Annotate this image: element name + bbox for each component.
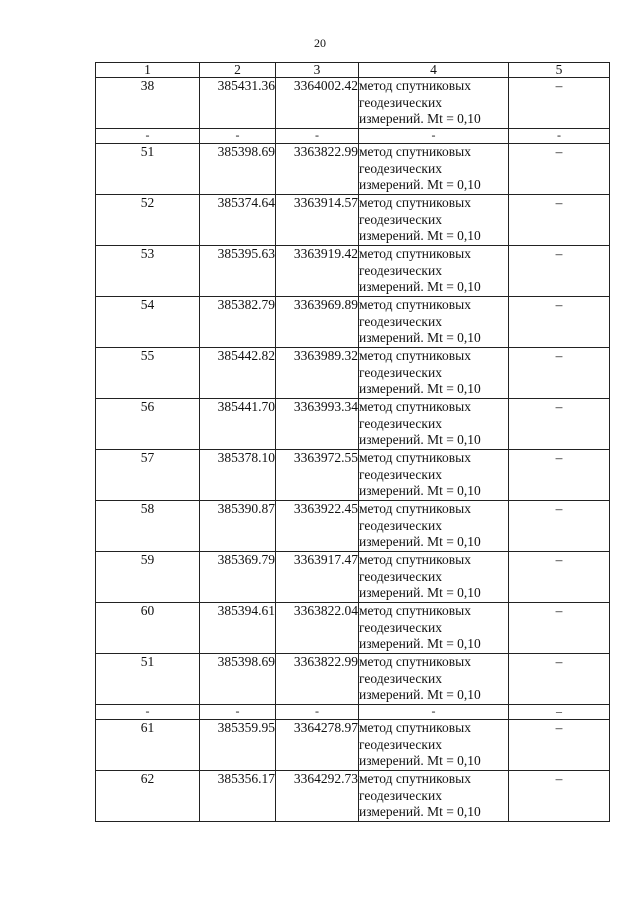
- point-number-cell: 51: [96, 654, 200, 705]
- method-line: измерений. Mt = 0,10: [359, 804, 481, 819]
- method-line: метод спутниковых: [359, 771, 471, 786]
- method-line: метод спутниковых: [359, 78, 471, 93]
- method-cell: [359, 654, 509, 705]
- method-cell: [359, 450, 509, 501]
- method-line: метод спутниковых: [359, 552, 471, 567]
- column-header: 3: [276, 63, 359, 78]
- note-cell: –: [509, 144, 610, 195]
- x-coordinate-cell: 385382.79: [200, 297, 276, 348]
- point-number-cell: 53: [96, 246, 200, 297]
- separator-cell: -: [200, 129, 276, 144]
- y-coordinate-cell: 3363822.04: [276, 603, 359, 654]
- table-row: [96, 720, 610, 771]
- method-cell: [359, 348, 509, 399]
- table-row: [96, 771, 610, 822]
- x-coordinate-cell: 385442.82: [200, 348, 276, 399]
- point-number-cell: 60: [96, 603, 200, 654]
- y-coordinate-cell: 3364002.42: [276, 78, 359, 129]
- point-number-cell: 59: [96, 552, 200, 603]
- method-line: геодезических: [359, 619, 442, 635]
- method-cell: [359, 603, 509, 654]
- method-line: геодезических: [359, 160, 442, 176]
- table-row: [96, 603, 610, 654]
- separator-cell: -: [359, 705, 509, 720]
- method-cell: [359, 297, 509, 348]
- table-row: [96, 144, 610, 195]
- x-coordinate-cell: 385395.63: [200, 246, 276, 297]
- note-cell: –: [509, 771, 610, 822]
- point-number-cell: 56: [96, 399, 200, 450]
- method-cell: [359, 399, 509, 450]
- table-row: [96, 654, 610, 705]
- note-cell: –: [509, 720, 610, 771]
- separator-cell: -: [96, 705, 200, 720]
- method-line: измерений. Mt = 0,10: [359, 687, 481, 702]
- table-row: [96, 552, 610, 603]
- method-line: измерений. Mt = 0,10: [359, 330, 481, 345]
- method-line: геодезических: [359, 736, 442, 752]
- method-cell: [359, 78, 509, 129]
- method-line: метод спутниковых: [359, 603, 471, 618]
- x-coordinate-cell: 385378.10: [200, 450, 276, 501]
- x-coordinate-cell: 385398.69: [200, 144, 276, 195]
- point-number-cell: 51: [96, 144, 200, 195]
- method-line: измерений. Mt = 0,10: [359, 381, 481, 396]
- method-line: геодезических: [359, 313, 442, 329]
- y-coordinate-cell: 3363914.57: [276, 195, 359, 246]
- separator-cell: -: [96, 129, 200, 144]
- table-row: [96, 501, 610, 552]
- y-coordinate-cell: 3364278.97: [276, 720, 359, 771]
- table-header-row: [96, 63, 610, 78]
- table-row: [96, 348, 610, 399]
- y-coordinate-cell: 3363919.42: [276, 246, 359, 297]
- method-line: метод спутниковых: [359, 144, 471, 159]
- note-cell: –: [509, 399, 610, 450]
- y-coordinate-cell: 3363989.32: [276, 348, 359, 399]
- method-cell: [359, 501, 509, 552]
- separator-cell: -: [276, 129, 359, 144]
- y-coordinate-cell: 3363922.45: [276, 501, 359, 552]
- method-line: метод спутниковых: [359, 450, 471, 465]
- y-coordinate-cell: 3363822.99: [276, 144, 359, 195]
- method-line: геодезических: [359, 517, 442, 533]
- method-line: метод спутниковых: [359, 246, 471, 261]
- note-cell: –: [509, 552, 610, 603]
- point-number-cell: 52: [96, 195, 200, 246]
- note-cell: –: [509, 78, 610, 129]
- y-coordinate-cell: 3363969.89: [276, 297, 359, 348]
- method-line: геодезических: [359, 211, 442, 227]
- method-line: измерений. Mt = 0,10: [359, 177, 481, 192]
- coordinates-table: [95, 62, 610, 822]
- note-cell: –: [509, 654, 610, 705]
- table-row: [96, 450, 610, 501]
- method-line: измерений. Mt = 0,10: [359, 228, 481, 243]
- method-line: метод спутниковых: [359, 348, 471, 363]
- method-line: метод спутниковых: [359, 399, 471, 414]
- x-coordinate-cell: 385374.64: [200, 195, 276, 246]
- separator-cell: -: [509, 129, 610, 144]
- method-cell: [359, 195, 509, 246]
- x-coordinate-cell: 385390.87: [200, 501, 276, 552]
- method-line: метод спутниковых: [359, 501, 471, 516]
- method-line: измерений. Mt = 0,10: [359, 111, 481, 126]
- method-line: геодезических: [359, 94, 442, 110]
- point-number-cell: 57: [96, 450, 200, 501]
- x-coordinate-cell: 385369.79: [200, 552, 276, 603]
- table-row: [96, 195, 610, 246]
- note-cell: –: [509, 348, 610, 399]
- point-number-cell: 55: [96, 348, 200, 399]
- separator-row: [96, 705, 610, 720]
- separator-cell: -: [200, 705, 276, 720]
- separator-cell: -: [276, 705, 359, 720]
- method-line: метод спутниковых: [359, 297, 471, 312]
- method-line: геодезических: [359, 415, 442, 431]
- method-line: геодезических: [359, 670, 442, 686]
- x-coordinate-cell: 385394.61: [200, 603, 276, 654]
- y-coordinate-cell: 3363972.55: [276, 450, 359, 501]
- table-row: [96, 297, 610, 348]
- table-row: [96, 399, 610, 450]
- method-line: геодезических: [359, 466, 442, 482]
- separator-cell: -: [359, 129, 509, 144]
- method-line: измерений. Mt = 0,10: [359, 279, 481, 294]
- note-cell: –: [509, 195, 610, 246]
- y-coordinate-cell: 3363822.99: [276, 654, 359, 705]
- note-cell: –: [509, 450, 610, 501]
- point-number-cell: 38: [96, 78, 200, 129]
- method-line: метод спутниковых: [359, 195, 471, 210]
- method-line: геодезических: [359, 568, 442, 584]
- method-line: геодезических: [359, 262, 442, 278]
- y-coordinate-cell: 3363993.34: [276, 399, 359, 450]
- table-row: [96, 246, 610, 297]
- method-cell: [359, 144, 509, 195]
- method-cell: [359, 720, 509, 771]
- method-cell: [359, 552, 509, 603]
- note-cell: –: [509, 501, 610, 552]
- y-coordinate-cell: 3363917.47: [276, 552, 359, 603]
- method-line: геодезических: [359, 787, 442, 803]
- note-cell: –: [509, 297, 610, 348]
- method-cell: [359, 771, 509, 822]
- x-coordinate-cell: 385431.36: [200, 78, 276, 129]
- x-coordinate-cell: 385398.69: [200, 654, 276, 705]
- note-cell: –: [509, 603, 610, 654]
- note-cell: –: [509, 246, 610, 297]
- column-header: 1: [96, 63, 200, 78]
- point-number-cell: 54: [96, 297, 200, 348]
- x-coordinate-cell: 385356.17: [200, 771, 276, 822]
- method-line: измерений. Mt = 0,10: [359, 534, 481, 549]
- separator-cell: –: [509, 705, 610, 720]
- method-line: измерений. Mt = 0,10: [359, 636, 481, 651]
- column-header: 5: [509, 63, 610, 78]
- x-coordinate-cell: 385359.95: [200, 720, 276, 771]
- table-row: [96, 78, 610, 129]
- method-line: измерений. Mt = 0,10: [359, 753, 481, 768]
- column-header: 2: [200, 63, 276, 78]
- point-number-cell: 62: [96, 771, 200, 822]
- method-line: геодезических: [359, 364, 442, 380]
- point-number-cell: 61: [96, 720, 200, 771]
- method-line: измерений. Mt = 0,10: [359, 483, 481, 498]
- method-line: измерений. Mt = 0,10: [359, 585, 481, 600]
- method-cell: [359, 246, 509, 297]
- page-number: 20: [314, 36, 326, 50]
- separator-row: [96, 129, 610, 144]
- method-line: измерений. Mt = 0,10: [359, 432, 481, 447]
- point-number-cell: 58: [96, 501, 200, 552]
- table-body: [96, 78, 610, 822]
- method-line: метод спутниковых: [359, 720, 471, 735]
- method-line: метод спутниковых: [359, 654, 471, 669]
- y-coordinate-cell: 3364292.73: [276, 771, 359, 822]
- column-header: 4: [359, 63, 509, 78]
- x-coordinate-cell: 385441.70: [200, 399, 276, 450]
